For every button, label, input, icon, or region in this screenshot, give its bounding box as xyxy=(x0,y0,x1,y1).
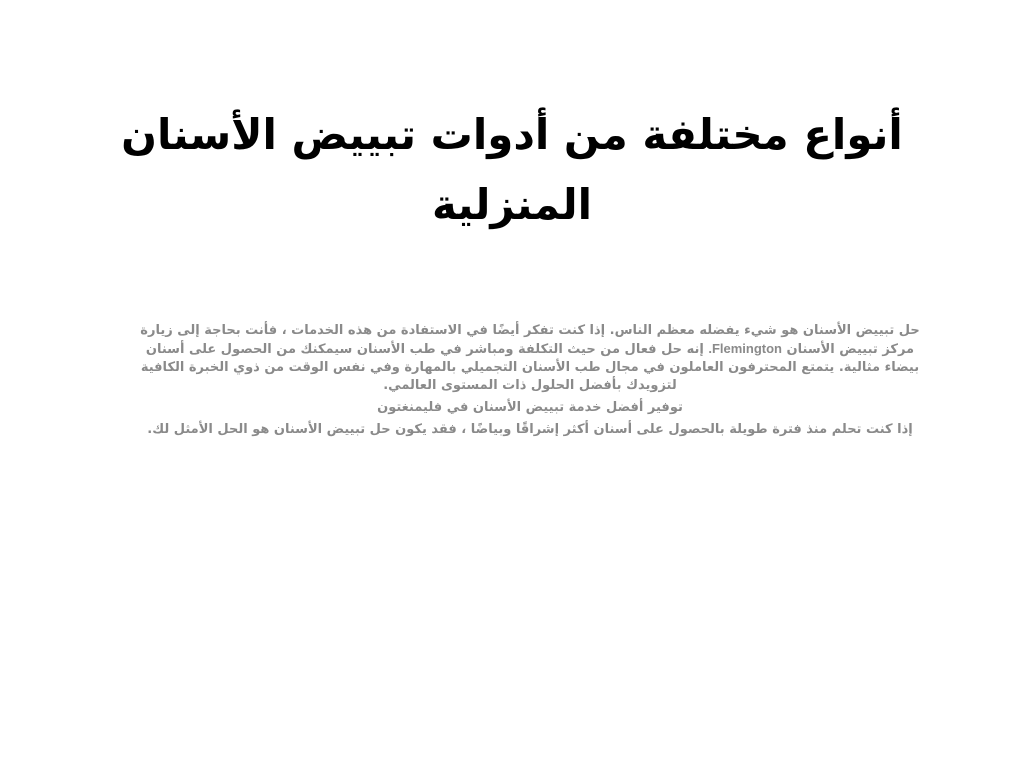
body-paragraph-1 xyxy=(130,322,930,395)
body-paragraph-3: إذا كنت تحلم منذ فترة طويلة بالحصول على أسنان أكثر إشراقًا وبياضًا ، فقد يكون حل تبييض الأسنان هو الحل الأمثل لك. xyxy=(147,422,913,437)
slide-body xyxy=(130,322,930,443)
body-paragraph-2: توفير أفضل خدمة تبييض الأسنان في فليمنغتون xyxy=(377,400,683,415)
brand-name: Flemington. xyxy=(708,341,782,356)
paragraph-1-text-start: حل تبييض الأسنان هو شيء يفضله معظم الناس. إذا كنت تفكر أيضًا في الاستفادة من هذه الخدمات ، فأنت بحاجة إلى زيارة مركز تبييض الأسنان xyxy=(140,323,920,357)
paragraph-1-text-end: إنه حل فعال من حيث التكلفة ومباشر في طب الأسنان سيمكنك من الحصول على أسنان بيضاء مثالية. يتمتع المحترفون العاملون في مجال طب الأسنان التجميلي بالمهارة وفي نفس الوقت من ذوي الخبرة الكافية لتزويدك بأفضل الحلول ذات المستوى العالمي. xyxy=(140,342,920,393)
slide-title: أنواع مختلفة من أدوات تبييض الأسنان المنزلية xyxy=(121,110,903,229)
